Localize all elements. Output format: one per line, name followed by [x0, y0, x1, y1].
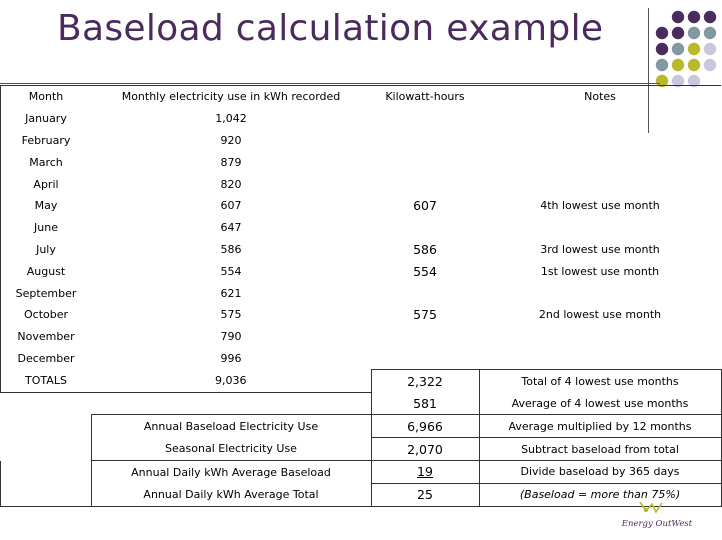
- summary-row: [1, 483, 722, 506]
- monthly-use-cell: 586: [220, 242, 242, 256]
- summary-kwh: 581: [371, 392, 479, 415]
- decorative-dot: [704, 59, 716, 71]
- monthly-use-cell: 879: [220, 155, 242, 169]
- month-cell: April: [1, 173, 92, 195]
- decorative-dot: [704, 27, 716, 39]
- summary-row: [1, 438, 722, 461]
- decorative-dot: [656, 43, 668, 55]
- table-row: [1, 108, 722, 130]
- slide-title: Baseload calculation example: [57, 8, 604, 49]
- month-cell: March: [1, 151, 92, 173]
- kwh-cell: [371, 282, 479, 304]
- monthly-use-cell: 575: [220, 308, 242, 322]
- summary-row: [1, 392, 722, 415]
- kwh-cell: [371, 348, 479, 370]
- summary-blank: [1, 438, 92, 461]
- summary-row: [1, 415, 722, 438]
- table-row: [1, 195, 722, 217]
- summary-blank: [1, 461, 92, 484]
- decorative-dot: [704, 43, 716, 55]
- summary-label: Annual Baseload Electricity Use: [91, 415, 371, 438]
- header-notes: Notes: [479, 86, 721, 108]
- totals-label: TOTALS: [1, 370, 92, 392]
- kwh-cell: [371, 173, 479, 195]
- month-cell: July: [1, 239, 92, 261]
- summary-blank: [1, 415, 92, 438]
- summary-label: Annual Daily kWh Average Total: [91, 483, 371, 506]
- decorative-dot: [672, 59, 684, 71]
- totals-row: [1, 370, 722, 392]
- kwh-cell: [371, 217, 479, 239]
- note-cell: [479, 282, 721, 304]
- summary-row: [1, 461, 722, 484]
- decorative-dot: [688, 59, 700, 71]
- month-cell: September: [1, 282, 92, 304]
- energy-outwest-logo: [621, 498, 693, 534]
- note-cell: 4th lowest use month: [540, 199, 660, 213]
- month-cell: February: [1, 130, 92, 152]
- table-row: [1, 304, 722, 326]
- note-cell: [479, 348, 721, 370]
- month-cell: October: [1, 304, 92, 326]
- totals-note: Total of 4 lowest use months: [479, 370, 721, 392]
- month-cell: June: [1, 217, 92, 239]
- monthly-use-cell: 820: [220, 177, 242, 191]
- note-cell: [479, 108, 721, 130]
- kwh-cell: 554: [413, 263, 437, 279]
- summary-label: Seasonal Electricity Use: [91, 438, 371, 461]
- month-cell: January: [1, 108, 92, 130]
- note-cell: 3rd lowest use month: [540, 242, 660, 256]
- decorative-dot: [656, 59, 668, 71]
- decorative-dot: [688, 43, 700, 55]
- note-cell: 2nd lowest use month: [538, 308, 662, 322]
- table-row: [1, 326, 722, 348]
- month-cell: November: [1, 326, 92, 348]
- kwh-cell: [371, 108, 479, 130]
- summary-note: Average multiplied by 12 months: [479, 415, 721, 438]
- summary-note: (Baseload = more than 75%): [479, 483, 721, 506]
- monthly-use-cell: 1,042: [215, 112, 247, 126]
- monthly-use-cell: 554: [220, 264, 242, 278]
- table-row: [1, 282, 722, 304]
- note-cell: [479, 151, 721, 173]
- baseload-table: [0, 85, 722, 507]
- table-row: [1, 239, 722, 261]
- kwh-cell: [371, 130, 479, 152]
- kwh-cell: 607: [413, 198, 437, 214]
- summary-note: Divide baseload by 365 days: [479, 461, 721, 484]
- summary-blank: [1, 392, 92, 415]
- decorative-dot: [688, 27, 700, 39]
- totals-kwh: 2,322: [371, 370, 479, 392]
- monthly-use-cell: 996: [220, 352, 242, 366]
- note-cell: [479, 217, 721, 239]
- table-row: [1, 151, 722, 173]
- kwh-cell: [371, 326, 479, 348]
- table-row: [1, 260, 722, 282]
- monthly-use-cell: 647: [220, 221, 242, 235]
- month-cell: May: [1, 195, 92, 217]
- summary-kwh: 19: [371, 461, 479, 484]
- table-row: [1, 217, 722, 239]
- header-kilowatt-hours: Kilowatt-hours: [371, 86, 479, 108]
- logo-text: Energy OutWest: [621, 519, 693, 529]
- decorative-horizontal-line: [0, 83, 660, 84]
- summary-note: Subtract baseload from total: [479, 438, 721, 461]
- summary-label: Annual Daily kWh Average Baseload: [91, 461, 371, 484]
- summary-note: Average of 4 lowest use months: [479, 392, 721, 415]
- monthly-use-cell: 920: [220, 133, 242, 147]
- note-cell: [479, 326, 721, 348]
- summary-label: [91, 392, 371, 415]
- decorative-dot: [672, 27, 684, 39]
- decorative-dot: [704, 11, 716, 23]
- monthly-use-cell: 621: [220, 286, 242, 300]
- summary-kwh: 6,966: [371, 415, 479, 438]
- kwh-cell: 586: [413, 241, 437, 257]
- summary-kwh: 25: [371, 483, 479, 506]
- monthly-use-cell: 607: [220, 199, 242, 213]
- header-monthly-use: Monthly electricity use in kWh recorded: [91, 86, 371, 108]
- decorative-dot: [672, 11, 684, 23]
- summary-kwh: 2,070: [371, 438, 479, 461]
- decorative-dot: [656, 27, 668, 39]
- table-header-row: [1, 86, 722, 108]
- decorative-dot: [688, 11, 700, 23]
- decorative-dot: [672, 43, 684, 55]
- kwh-cell: [371, 151, 479, 173]
- note-cell: [479, 130, 721, 152]
- header-month: Month: [1, 86, 92, 108]
- note-cell: 1st lowest use month: [540, 264, 660, 278]
- kwh-cell: 575: [413, 307, 437, 323]
- table-row: [1, 173, 722, 195]
- month-cell: August: [1, 260, 92, 282]
- monthly-use-cell: 790: [220, 330, 242, 344]
- totals-use: 9,036: [91, 370, 371, 392]
- table-row: [1, 348, 722, 370]
- table-row: [1, 130, 722, 152]
- month-cell: December: [1, 348, 92, 370]
- note-cell: [479, 173, 721, 195]
- summary-blank: [1, 483, 92, 506]
